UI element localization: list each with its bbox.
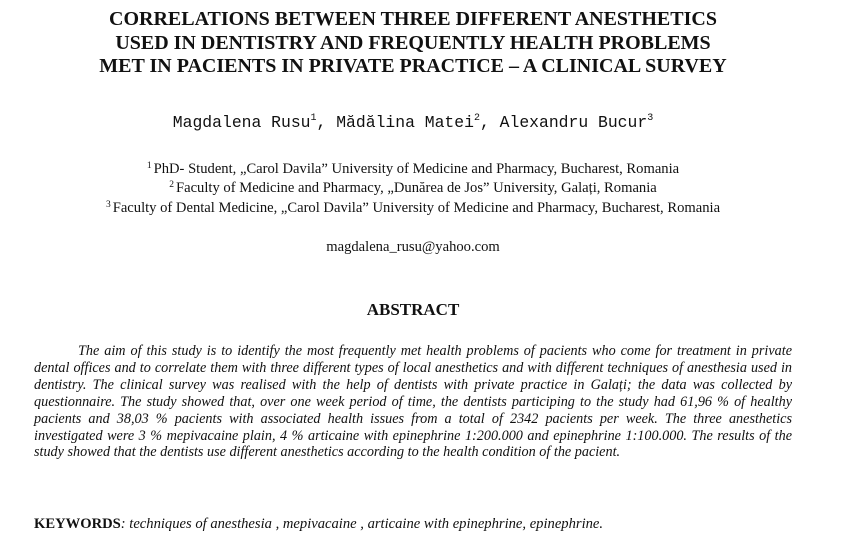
- keywords-line: [34, 515, 814, 533]
- author-separator: ,: [316, 113, 337, 132]
- keywords-label: KEYWORDS: [34, 516, 121, 532]
- affiliation-mark: 2: [169, 180, 174, 190]
- keywords-text: : techniques of anesthesia , mepivacaine , articaine with epinephrine, epinephrine.: [120, 516, 604, 532]
- contact-email: magdalena_rusu@yahoo.com: [326, 239, 500, 255]
- author-separator: ,: [479, 113, 500, 132]
- affiliation-mark: 3: [105, 200, 111, 210]
- title-line-1: CORRELATIONS BETWEEN THREE DIFFERENT ANESTHETICS: [109, 8, 717, 30]
- author-name: Alexandru Bucur: [499, 113, 648, 132]
- author-affiliation-mark: 3: [647, 113, 654, 124]
- author-list: [0, 113, 826, 133]
- author-affiliation-mark: 2: [473, 113, 480, 124]
- author-affiliation-mark: 1: [310, 113, 317, 124]
- affiliation-line: [0, 160, 826, 178]
- affiliation-text: Faculty of Medicine and Pharmacy, „Dunărea de Jos” University, Galați, Romania: [175, 180, 657, 196]
- title-line-2: USED IN DENTISTRY AND FREQUENTLY HEALTH PROBLEMS: [115, 31, 711, 54]
- paper-title: [0, 8, 826, 79]
- author-name: Mădălina Matei: [336, 113, 474, 132]
- affiliation-text: PhD- Student, „Carol Davila” University of Medicine and Pharmacy, Bucharest, Romania: [153, 161, 680, 177]
- title-line-3: MET IN PACIENTS IN PRIVATE PRACTICE – A CLINICAL SURVEY: [99, 55, 727, 77]
- abstract-body: The aim of this study is to identify the most frequently met health problems of pacients who come for treatment in private dental offices and to correlate them with three different types of local anesthetics and with different techniques of anesthesia used in dentistry. The clinical survey was realised with the help of dentists with private practice in Galați; the data was collected by questionnaire. The study showed that, over one week period of time, the dentists participing to the study had 61,96 % of healthy pacients and 38,03 % pacients with associated health issues from a total of 2342 pacients per week. The three anesthetics investigated were 3 % mepivacaine plain, 4 % articaine with epinephrine 1:200.000 and epinephrine 1:100.000. The results of the study showed that the dentists use different anesthetics according to the health condition of the pacient.: [34, 343, 792, 461]
- affiliation-line: [0, 199, 826, 217]
- affiliation-mark: 1: [146, 161, 152, 171]
- author-name: Magdalena Rusu: [172, 113, 311, 132]
- affiliation-text: Faculty of Dental Medicine, „Carol Davila” University of Medicine and Pharmacy, Bucharest, Romania: [112, 200, 721, 216]
- affiliation-line: [0, 179, 826, 197]
- abstract-heading: ABSTRACT: [366, 300, 460, 319]
